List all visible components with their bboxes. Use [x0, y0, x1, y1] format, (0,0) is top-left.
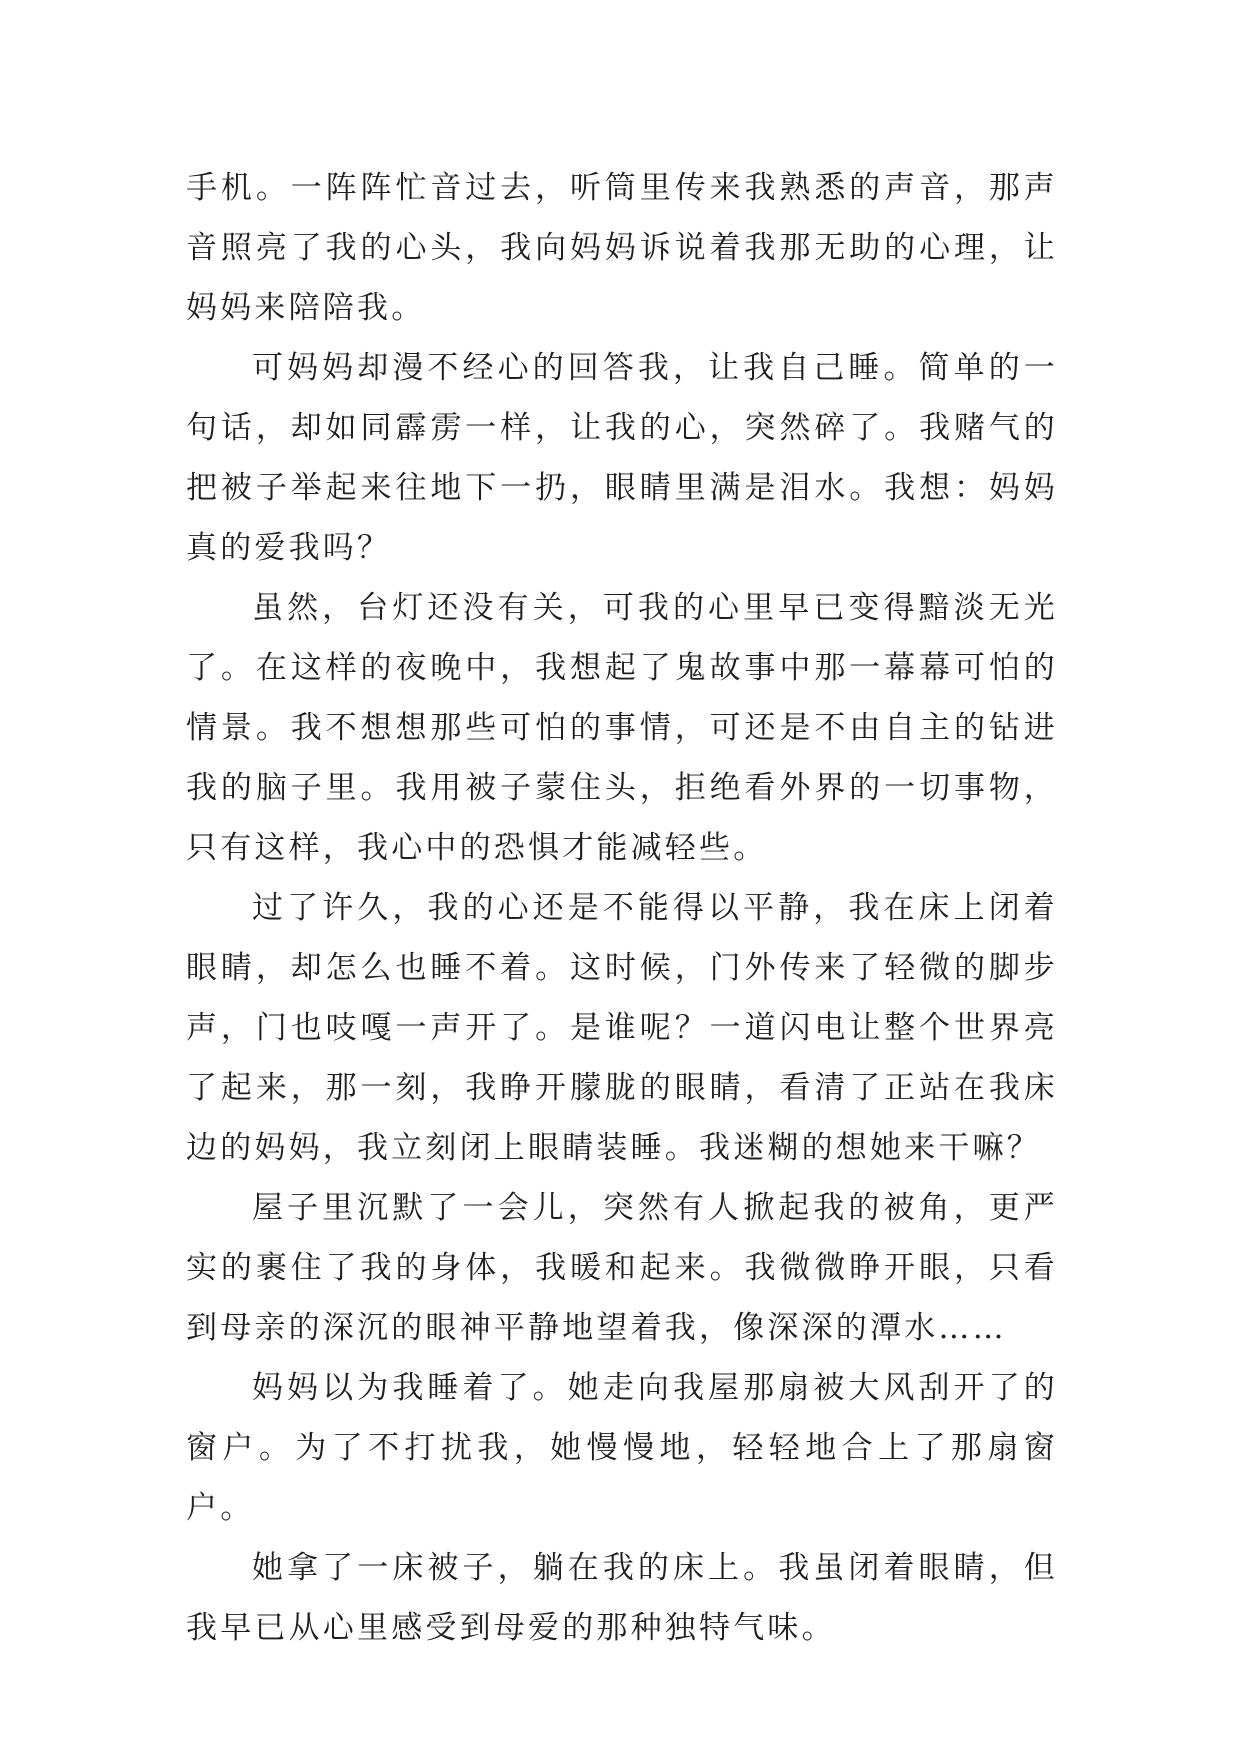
paragraph-4: 过了许久，我的心还是不能得以平静，我在床上闭着眼睛，却怎么也睡不着。这时候，门外传来了轻微的脚步声，门也吱嘎一声开了。是谁呢？一道闪电让整个世界亮了起来，那一刻，我睁开朦胧的眼睛，看清了正站在我床边的妈妈，我立刻闭上眼睛装睡。我迷糊的想她来干嘛？ — [186, 890, 1058, 1166]
document-body — [186, 158, 1058, 1658]
paragraph-6: 妈妈以为我睡着了。她走向我屋那扇被大风刮开了的窗户。为了不打扰我，她慢慢地，轻轻地合上了那扇窗户。 — [186, 1370, 1058, 1526]
paragraph-7: 她拿了一床被子，躺在我的床上。我虽闭着眼睛，但我早已从心里感受到母爱的那种独特气味。 — [186, 1550, 1058, 1646]
paragraph-5: 屋子里沉默了一会儿，突然有人掀起我的被角，更严实的裹住了我的身体，我暖和起来。我微微睁开眼，只看到母亲的深沉的眼神平静地望着我，像深深的潭水…… — [186, 1190, 1058, 1346]
paragraph-2: 可妈妈却漫不经心的回答我，让我自己睡。简单的一句话，却如同霹雳一样，让我的心，突然碎了。我赌气的把被子举起来往地下一扔，眼睛里满是泪水。我想：妈妈真的爱我吗？ — [186, 350, 1058, 566]
paragraph-3: 虽然，台灯还没有关，可我的心里早已变得黯淡无光了。在这样的夜晚中，我想起了鬼故事中那一幕幕可怕的情景。我不想想那些可怕的事情，可还是不由自主的钻进我的脑子里。我用被子蒙住头，拒绝看外界的一切事物，只有这样，我心中的恐惧才能减轻些。 — [186, 590, 1058, 866]
paragraph-1: 手机。一阵阵忙音过去，听筒里传来我熟悉的声音，那声音照亮了我的心头，我向妈妈诉说着我那无助的心理，让妈妈来陪陪我。 — [186, 170, 1058, 326]
